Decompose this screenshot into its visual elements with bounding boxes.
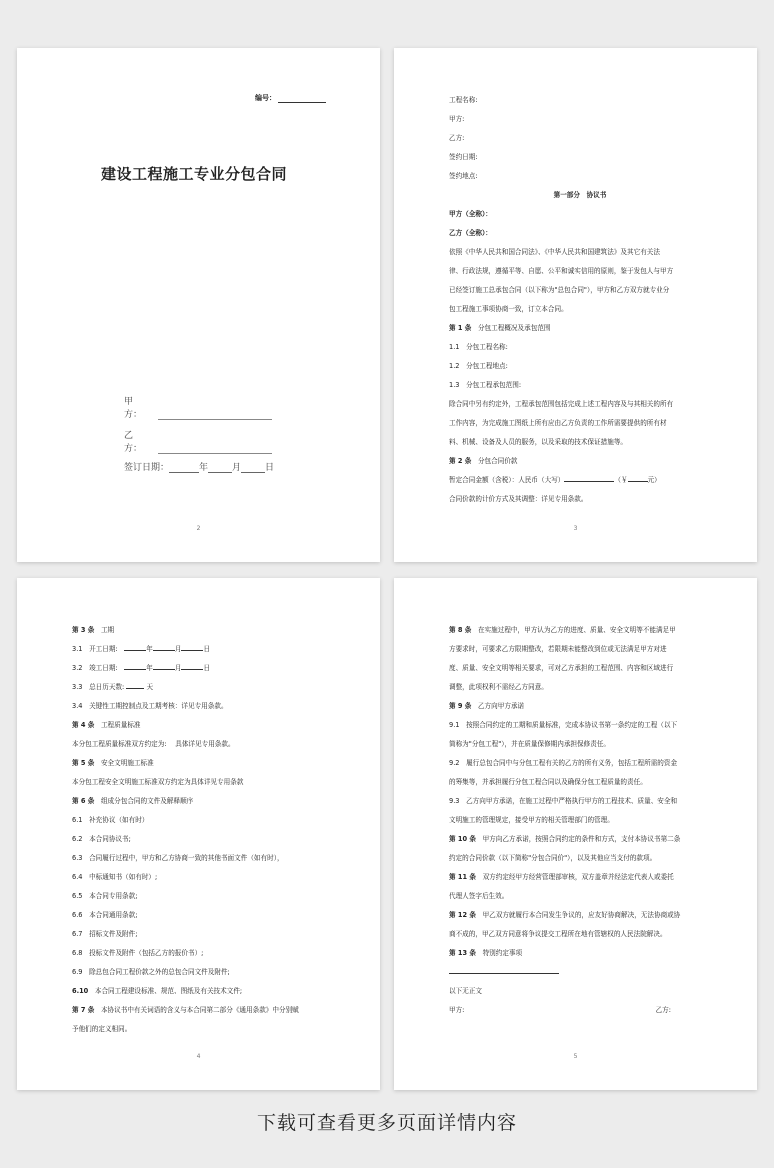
page-number: 3 <box>573 525 578 532</box>
download-hint: 下载可查看更多页面详情内容 <box>256 1112 517 1134</box>
article-heading: 第 5 条 安全文明施工标准 <box>72 759 154 767</box>
clause: 的筹集等，并承担履行分包工程合同以及确保分包工程质量的责任。 <box>449 778 647 786</box>
party-a-full: 甲方（全称）： <box>449 210 492 218</box>
paragraph-line: 除合同中另有约定外，工程承包范围包括完成上述工程内容及与其相关的所有 <box>449 400 674 408</box>
sign-date-field <box>124 460 274 473</box>
party-b-sign: 乙方: <box>655 1006 671 1014</box>
page-number: 4 <box>196 1053 201 1060</box>
clause: 6.2 本合同协议书; <box>72 835 131 843</box>
article-heading: 第 13 条 特别约定事项 <box>449 949 523 957</box>
page-number: 5 <box>573 1053 578 1060</box>
start-date: 3.1 开工日期: 年 月 日 <box>72 645 211 653</box>
clause: 6.4 中标通知书（如有时）; <box>72 873 158 881</box>
clause: 6.9 除总包合同工程价款之外的总包合同文件及附件; <box>72 968 230 976</box>
contract-number <box>255 93 326 103</box>
article-heading: 第 11 条 双方约定经甲方经营管理部审核，双方盖章并经法定代表人或委托 <box>449 873 674 881</box>
clause: 6.6 本合同通用条款; <box>72 911 138 919</box>
paragraph-line: 调整，此项权利不需经乙方同意。 <box>449 683 548 691</box>
total-days: 3.3 总日历天数: 天 <box>72 683 154 691</box>
paragraph-line: 代理人签字后生效。 <box>449 892 509 900</box>
special-terms-blank <box>449 963 711 982</box>
section-title: 第一部分 协议书 <box>553 191 607 199</box>
article-heading: 第 6 条 组成分包合同的文件及解释顺序 <box>72 797 194 805</box>
clause: 9.2 履行总包合同中与分包工程有关的乙方的所有义务，包括工程所需的资金 <box>449 759 678 767</box>
page-four <box>17 578 380 1090</box>
page-five <box>394 578 757 1090</box>
clause: 3.4 关键性工期控制点及工期考核：详见专用条款。 <box>72 702 228 710</box>
page-body <box>72 621 334 1039</box>
day-label: 日 <box>265 463 275 473</box>
party-b-blank <box>158 444 272 454</box>
clause: 9.3 乙方向甲方承诺，在施工过程中严格执行甲方的工程技术、质量、安全和 <box>449 797 678 805</box>
paragraph-line: 方要求时，可要求乙方限期整改，若限期未能整改到位或无法满足甲方对进 <box>449 645 667 653</box>
preamble-line: 已经签订施工总承包合同（以下称为"总包合同"），甲方和乙方双方就专业分 <box>449 286 670 294</box>
paragraph-line: 商不成的，甲乙双方同意将争议提交工程所在地有管辖权的人民法院解决。 <box>449 930 667 938</box>
article-heading: 第 2 条 分包合同价款 <box>449 457 518 465</box>
party-b-field <box>124 428 272 454</box>
year-label: 年 <box>199 463 209 473</box>
price-note: 合同价款的计价方式及其调整：详见专用条款。 <box>449 495 588 503</box>
paragraph-line: 本分包工程质量标准双方约定为: 具体详见专用条款。 <box>72 740 235 748</box>
end-date: 3.2 竣工日期: 年 月 日 <box>72 664 211 672</box>
clause: 6.1 补充协议（如有时） <box>72 816 149 824</box>
party-b-full: 乙方（全称）： <box>449 229 492 237</box>
clause: 6.5 本合同专用条款; <box>72 892 138 900</box>
paragraph-line: 本分包工程安全文明施工标准双方约定为具体详见专用条款 <box>72 778 244 786</box>
page-number: 2 <box>196 525 201 532</box>
clause: 1.2 分包工程地点: <box>449 362 508 370</box>
clause: 简称为"分包工程"），并在质量保修期内承担保修责任。 <box>449 740 611 748</box>
paragraph-line: 工作内容，为完成施工图纸上所有应由乙方负责的工作所需要提供的所有材 <box>449 419 667 427</box>
page-cover <box>17 48 380 562</box>
preamble-line: 包工程施工事项协商一致，订立本合同。 <box>449 305 568 313</box>
article-heading: 第 10 条 甲方向乙方承诺，按照合同约定的条件和方式，支付本协议书第二条 <box>449 835 681 843</box>
page-body <box>449 621 711 1020</box>
paragraph-line: 约定的合同价款（以下简称"分包合同价"），以及其他应当支付的款项。 <box>449 854 657 862</box>
contract-number-blank <box>278 94 326 103</box>
info-line: 签约地点: <box>449 172 478 180</box>
price-line: 暂定合同金额（含税）：人民币（大写） （￥ 元） <box>449 476 661 484</box>
info-line: 乙方: <box>449 134 465 142</box>
article-heading: 第 12 条 甲乙双方就履行本合同发生争议的，应友好协商解决，无法协商或协 <box>449 911 681 919</box>
info-line: 工程名称: <box>449 96 478 104</box>
contract-title: 建设工程施工专业分包合同 <box>101 165 288 183</box>
clause: 1.3 分包工程承包范围: <box>449 381 522 389</box>
party-b-label: 乙 方： <box>124 431 143 454</box>
info-line: 签约日期: <box>449 153 478 161</box>
month-label: 月 <box>232 463 242 473</box>
article-heading: 第 8 条 在实施过程中，甲方认为乙方的进度、质量、安全文明等不能满足甲 <box>449 626 676 634</box>
article-heading: 第 7 条 本协议书中有关词语的含义与本合同第二部分《通用条款》中分别赋 <box>72 1006 299 1014</box>
preamble-line: 律、行政法规，遵循平等、自愿、公平和诚实信用的原则，鉴于发包人与甲方 <box>449 267 674 275</box>
info-line: 甲方: <box>449 115 465 123</box>
sign-date-label: 签订日期： <box>124 463 170 473</box>
clause: 9.1 按照合同约定的工期和质量标准，完成本协议书第一条约定的工程（以下 <box>449 721 678 729</box>
clause: 文明施工的管理规定，接受甲方的相关管理部门的管理。 <box>449 816 614 824</box>
party-a-sign: 甲方: <box>449 1006 465 1014</box>
paragraph-line: 度、质量、安全文明等相关要求，可对乙方承担的工程范围、内容和区域进行 <box>449 664 674 672</box>
signature-row <box>449 1001 711 1020</box>
article-heading: 第 4 条 工程质量标准 <box>72 721 141 729</box>
page-agreement <box>394 48 757 562</box>
clause: 6.8 投标文件及附件（包括乙方的报价书）; <box>72 949 204 957</box>
end-text: 以下无正文 <box>449 987 482 995</box>
contract-number-label: 编号： <box>255 94 276 102</box>
article-heading: 第 1 条 分包工程概况及承包范围 <box>449 324 551 332</box>
party-a-blank <box>158 410 272 420</box>
party-a-field <box>124 394 272 420</box>
paragraph-line: 料、机械、设备及人员的服务，以及采取的技术保证措施等。 <box>449 438 628 446</box>
party-a-label: 甲 方： <box>124 397 143 420</box>
clause: 1.1 分包工程名称: <box>449 343 508 351</box>
article-heading: 第 9 条 乙方向甲方承诺 <box>449 702 525 710</box>
page-body <box>449 91 711 509</box>
clause: 6.7 招标文件及附件; <box>72 930 138 938</box>
clause: 6.10 本合同工程建设标准、规范、图纸及有关技术文件; <box>72 987 243 995</box>
clause: 6.3 合同履行过程中，甲方和乙方协商一致的其他书面文件（如有时）， <box>72 854 284 862</box>
article-heading: 第 3 条 工期 <box>72 626 115 634</box>
preamble-line: 依照《中华人民共和国合同法》、《中华人民共和国建筑法》及其它有关法 <box>449 248 660 256</box>
paragraph-line: 予他们的定义相同。 <box>72 1025 132 1033</box>
